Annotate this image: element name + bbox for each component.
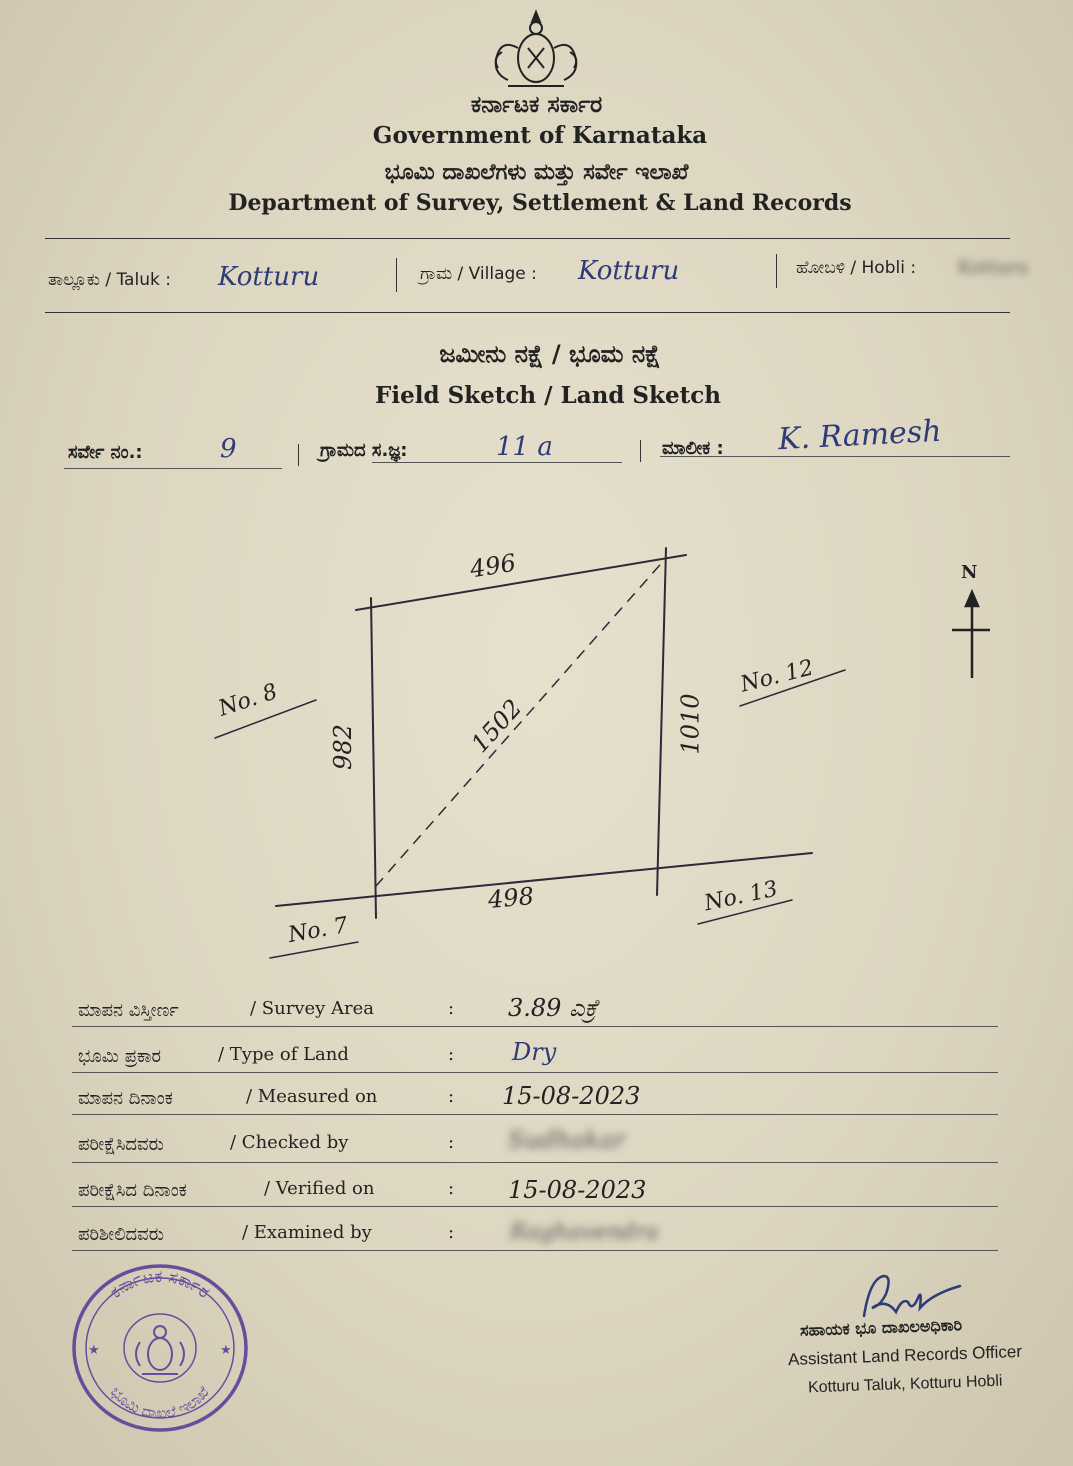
officer-jurisdiction: Kotturu Taluk, Kotturu Hobli [807, 1372, 1003, 1397]
detail-separator: : [448, 1178, 455, 1199]
detail-label-english: / Verified on [264, 1178, 375, 1199]
detail-label-kannada: ಮಾಪನ ದಿನಾಂಕ [78, 1088, 173, 1109]
taluk-label: ತಾಲ್ಲೂಕು / Taluk : [48, 270, 171, 290]
detail-separator: : [448, 1132, 455, 1153]
boundary-left [371, 598, 376, 918]
seal-top-text: ಕರ್ನಾಟಕ ಸರ್ಕಾರ [106, 1266, 214, 1303]
officer-title-english: Assistant Land Records Officer [787, 1341, 1023, 1370]
dept-title-kannada: ಭೂಮಿ ದಾಖಲೆಗಳು ಮತ್ತು ಸರ್ವೇ ಇಲಾಖೆ [384, 160, 689, 185]
sketch-title-kannada: ಜಮೀನು ನಕ್ಷೆ / ಭೂಮ ನಕ್ಷೆ [439, 340, 661, 368]
detail-label-kannada: ಮಾಪನ ವಿಸ್ತೀರ್ಣ [78, 1000, 179, 1021]
detail-label-english: / Type of Land [218, 1044, 349, 1065]
survey-no-value: 9 [220, 434, 237, 464]
detail-value: 15-08-2023 [508, 1176, 647, 1204]
sketch-title-english: Field Sketch / Land Sketch [375, 382, 721, 409]
owner-value: K. Ramesh [777, 413, 943, 458]
gov-title-kannada: ಕರ್ನಾಟಕ ಸರ್ಕಾರ [470, 92, 603, 118]
dim-left: 982 [328, 724, 357, 770]
detail-label-english: / Measured on [246, 1086, 378, 1107]
adj-east-label: No. 12 [738, 655, 817, 698]
hobli-label: ಹೋಬಳಿ / Hobli : [796, 258, 917, 278]
detail-separator: : [448, 998, 455, 1019]
detail-label-kannada: ಭೂಮಿ ಪ್ರಕಾರ [78, 1046, 162, 1067]
boundary-top [356, 555, 686, 610]
adj-sw-label: No. 7 [286, 912, 350, 949]
village-no-label: ಗ್ರಾಮದ ಸ.ಜ್ಞ: [320, 440, 408, 461]
detail-divider [72, 1072, 998, 1073]
detail-label-kannada: ಪರಿಶೀಲಿದವರು [78, 1224, 164, 1245]
detail-value-redacted: Raghavendra [510, 1220, 659, 1245]
detail-label-kannada: ಪರೀಕ್ಷೆಸಿದವರು [78, 1134, 164, 1155]
officer-title-kannada: ಸಹಾಯಕ ಭೂ ದಾಖಲಅಧಿಕಾರಿ [799, 1315, 963, 1340]
seal-bottom-text: ಭೂಮಿ ದಾಖಲೆ ಇಲಾಖೆ [106, 1382, 213, 1423]
survey-no-label: ಸರ್ವೇ ನಂ.: [68, 442, 143, 463]
detail-separator: : [448, 1086, 455, 1107]
owner-label: ಮಾಲೀಕ : [662, 438, 724, 459]
adj-sw-underline [270, 942, 358, 958]
north-arrow-icon [952, 592, 990, 678]
detail-divider [72, 1026, 998, 1027]
detail-divider [72, 1162, 998, 1163]
taluk-value: Kotturu [218, 262, 320, 292]
dim-diagonal: 1502 [465, 693, 528, 759]
detail-divider [72, 1114, 998, 1115]
village-label: ಗ್ರಾಮ / Village : [420, 264, 537, 284]
village-value: Kotturu [578, 256, 680, 286]
detail-value: Dry [512, 1038, 557, 1066]
detail-value: 3.89 ಎಕ್ರೆ [508, 994, 598, 1022]
hobli-value-redacted: Kotturu [958, 257, 1029, 278]
seal-emblem-icon [136, 1326, 184, 1374]
detail-separator: : [448, 1222, 455, 1243]
dim-bottom: 498 [486, 882, 535, 914]
adj-se-label: No. 13 [702, 876, 780, 917]
detail-separator: : [448, 1044, 455, 1065]
north-label: N [961, 562, 978, 583]
gov-title-english: Government of Karnataka [372, 122, 708, 149]
seal-star-right-icon: ★ [220, 1343, 232, 1358]
detail-value: 15-08-2023 [502, 1082, 641, 1110]
detail-label-kannada: ಪರೀಕ್ಷೆಸಿದ ದಿನಾಂಕ [78, 1180, 187, 1201]
village-no-value: 11 a [496, 432, 553, 462]
diagonal-line [376, 558, 666, 886]
dim-right: 1010 [676, 693, 705, 755]
detail-label-english: / Examined by [242, 1222, 372, 1243]
detail-label-english: / Survey Area [250, 998, 375, 1019]
dim-top: 496 [468, 548, 518, 584]
detail-label-english: / Checked by [230, 1132, 349, 1153]
detail-divider [72, 1250, 998, 1251]
seal-star-left-icon: ★ [88, 1343, 100, 1358]
detail-value-redacted: Sudhakar [508, 1126, 626, 1154]
boundary-right [657, 548, 666, 895]
detail-divider [72, 1206, 998, 1207]
adj-west-label: No. 8 [215, 679, 281, 722]
official-seal [70, 1262, 250, 1434]
dept-title-english: Department of Survey, Settlement & Land Records [228, 190, 852, 216]
